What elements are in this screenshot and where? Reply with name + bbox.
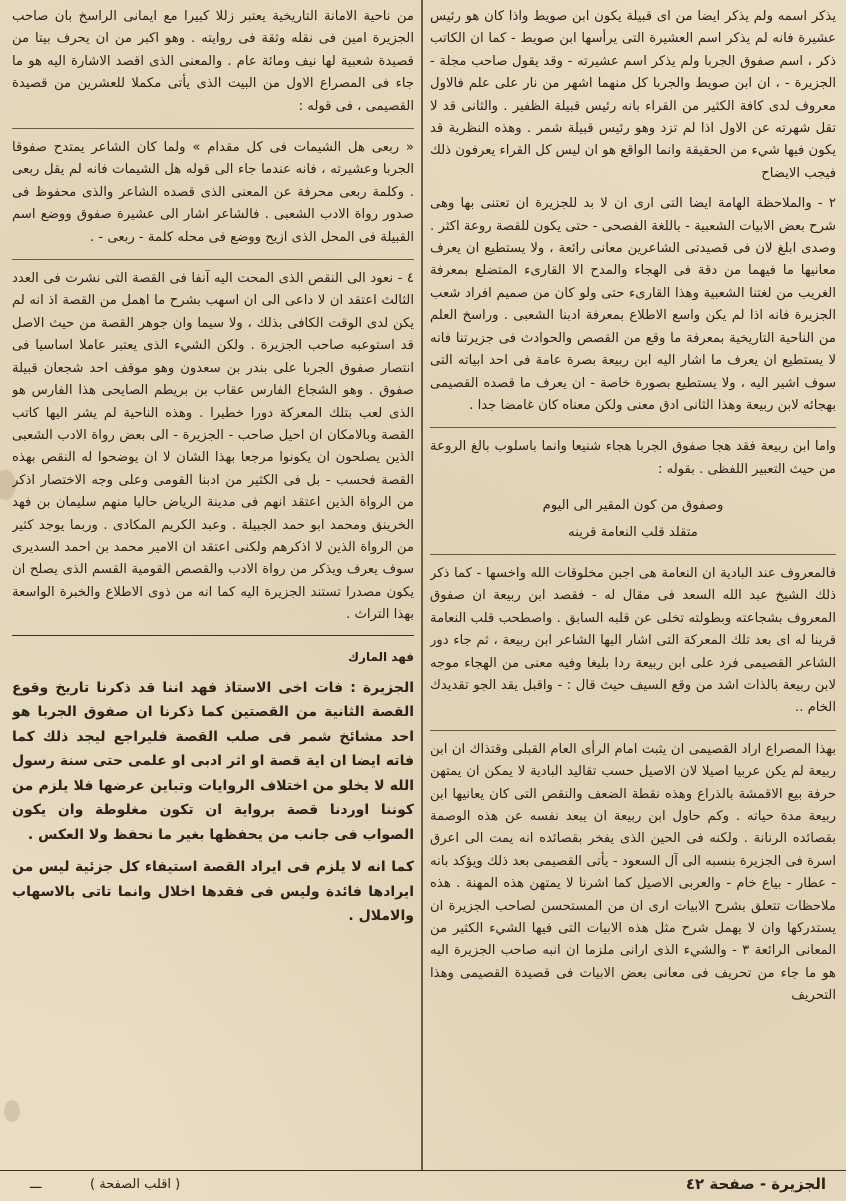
turn-page-note: ( اقلب الصفحة ) [90,1177,181,1192]
column-divider [421,0,423,1170]
editor-reply-paragraph: الجزيرة : فات اخى الاستاذ فهد اننا قد ذكرنا تاريخ وقوع القصة الثانية من القصتين كما ذكرنا ان صفوق الجربا هو احد مشائخ شمر فى صلب القصة فليراجع ليجد ذلك كما فاته ايضا ان اية قصة او اثر ادبى او علمى حتى سنة رسول الله لا يخلو من اختلاف الروايات وتباين عرضها فلا يلزم من كوننا اوردنا قصة برواية ان تكون مغلوطة وان يكون الصواب فى جانب من يحفظها بغير ما نحفظ ولا العكس . [12,679,414,843]
page-footer [0,1170,846,1201]
page-number-label: الجزيرة - صفحة ٤٢ [685,1175,826,1193]
poem-verse [430,495,836,544]
left-column [12,6,414,1156]
editor-reply-paragraph: كما انه لا يلزم فى ايراد القصة استيفاء كل جزئية ليس من ايرادها فائدة وليس فى فقدها اخلال وانما تاتى بالاسهاب والاملال . [12,859,414,925]
article-paragraph: بهذا المصراع اراد القصيمى ان يثبت امام الرأى العام القبلى وقتذاك ان ابن ربيعة لم يكن عربيا اصيلا لان الاصيل حسب تقاليد البادية لا يمكن ان يمتهن حرفة بيع الاقمشة بالذراع وهذه نقطة الضعف والنقص التى كان يعانيها ابن ربيعة مدة حياته . وكم حاول ابن ربيعة ان يبعد نفسه عن هذه الوصمة بقصائده الرنانة . ولكنه فى الحين الذى يفخر بقصائده انه يمت الى اعرق اسرة فى الجزيرة بنسبه الى آل السعود - يأتى القصيمى بعد ذلك ويؤكد بانه - عطار - بياع خام - والعربى الاصيل كما اشرنا لا يمتهن هذه المهنة . هذه ملاحظات تتعلق بشرح الابيات ارى ان من المستحسن لصاحب الجزيرة ان يستدركها وان لا يهمل شرح مثل هذه الابيات التى فيها الشيء الكثير من المعانى الرائعة ٣ - والشيء الذى ارانى ملزما ان انبه صاحب الجزيرة اليه هو ما جاء من تحريف فى معانى بعض الابيات فى قصيدة القصيمى وهذا التحريف [430,741,836,1004]
article-paragraph: ٢ - والملاحظة الهامة ايضا التى ارى ان لا بد للجزيرة ان تعتنى بها وهى شرح بعض الابيات الشعبية - باللغة الفصحى - حتى يكون للقصة روعة اكثر . وصدى ابلغ لان فى قصيدتى الشاعرين معانى رائعة ، ولا يستطيع ان يعرف معانيها ما فيهما من دقة فى الهجاء والمدح الا القارىء المتضلع بمعرفة الغريب من لغتنا الشعبية وهذا القارىء حتى ولو كان من صميم افراد شعب الجزيرة فانه اذا لم يكن واسع الاطلاع بمعرفة ادبنا الشعبى . وراسخ العلم من الناحية التاريخية بمعرفة ما وقع من القصص والحوادث فى جزيرتنا فانه لا يستطيع ان يعرف ما اشار اليه ابن ربيعة بصرة عامة فى احد ابياته التى سوف اشير اليه ، ولا يستطيع بصورة خاصة - ان يعرف ما قصده القصيمى بهجائه لابن ربيعة وهذا الثانى ادق معنى ولكن معناه كان غامضا جدا . [430,196,836,413]
section-divider [12,128,414,129]
section-divider [430,554,836,555]
article-paragraph: يذكر اسمه ولم يذكر ايضا من اى قبيلة يكون ابن صويط واذا كان هو رئيس عشيرة فانه لم يذكر اسم العشيرة التى يرأسها ابن صويط - كما ان الكاتب ذكر ، اسم صفوق الجربا ولم يذكر اسم عشيرته - وقد يقول صاحب مجلة - الجزيرة - ، ان ابن صويط والجربا كل منهما اشهر من نار على علم فالاول معروف لدى كافة الكثير من القراء بانه رئيس قبيلة الظفير . والثانى قد لا تقل شهرته عن الاول اذا لم تزد وهو رئيس قبيلة شمر . وهذه النظرية قد يكون فيها شيء من الحقيقة وانما الواقع هو ان ليس كل القراء يعرفون ذلك فيجب الايضاح [430,9,836,181]
author-signature: فهد المارك [348,649,414,664]
section-divider [430,427,836,428]
poem-line: وصفوق من كون المقير الى اليوم [542,498,724,514]
article-paragraph: واما ابن ربيعة فقد هجا صفوق الجربا هجاء شنيعا وانما باسلوب بالغ الروعة من حيث التعبير اللفظى . بقوله : [430,439,836,477]
editor-reply-box [12,635,414,929]
article-paragraph: ٤ - نعود الى النقص الذى المحت اليه آنفا فى القصة التى نشرت فى العدد الثالث اعتقد ان لا داعى الى ان اسهب بشرح ما اهمل من القصة اذ انه لم يكن لدى الوقت الكافى بذلك ، ولا سيما وان جوهر القصة من حيث الاصل قد استوعبه صاحب الجزيرة . ولكن الشيء الذى يعتبر عاملا اساسيا فى انتصار صفوق الجربا على بندر بن سعدون وهو موقف احد شجعان قبيلة صفوق . وهو الشجاع الفارس عقاب بن بريطم الصايحى هذا الفارس هو الذى لعب بتلك المعركة دورا خطيرا . وهذه الناحية لم يشر اليها كاتب القصة وبالامكان ان احيل صاحب - الجزيرة - الى بعض رواة الادب الشعبى الذين يصلحون ان يكونوا مرجعا بهذا الشان لا ان يوضحوا له النقص بهذه القصة فحسب - بل فى الكثير من ادبنا القومى وعلى وجه الاختصار اذكر من الرواة الذين اعتقد انهم فى مدينة الرياض حاليا منهم سليمان بن فهد الخرينق ومحمد ابو حمد الجبيلة . وعبد الكريم المكادى . وربما يوجد كثير من الرواة الذين لا اذكرهم ولكنى اعتقد ان الامير محمد بن احمد السديرى سوف يعرف ويذكر من رواة الادب والقصص القومية القسم الذى يصلح ان يكون مصدرا تستند الجزيرة اليه كما انه من ذوى الاطلاع والخبرة الواسعة بهذا التراث . [12,271,414,623]
section-divider [430,730,836,731]
article-paragraph: من ناحية الامانة التاريخية يعتبر زللا كبيرا مع ايمانى الراسخ بان صاحب الجزيرة امين فى نقله وثقة فى روايته . وهو اكبر من ان يحرف بيتا من قصيدة شعبية لها نيف ومائة عام . والمعنى الذى اقصد الاشارة اليه هو ما جاء فى المصراع الاول من البيت الذى يأتى مكملا للعشرين من قصيدة القصيمى ، فى قوله : [12,9,414,114]
poem-line: متقلد قلب النعامة قرينه [568,524,698,540]
article-paragraph: « ربعى هل الشيمات فى كل مقدام » ولما كان الشاعر يمتدح صفوقا الجربا وعشيرته ، فانه عندما جاء الى قوله هل الشيمات فانه لم يقل ربعى . وكلمة ربعى محرفة عن المعنى الذى قصده الشاعر والذى محفوظ فى صدور رواة الادب الشعبى . فالشاعر اشار الى عشيرة صفوق ووضع اسم القبيلة فى المحل الذى ازيح ووضع فى محله كلمة - ربعى - . [12,140,414,245]
right-column [430,6,836,1156]
article-paragraph: فالمعروف عند البادية ان النعامة هى اجبن مخلوقات الله واخسها - كما ذكر ذلك الشيخ عبد الله السعد فى مقال له - فقصد ابن ربيعة ان صفوق المعروف بشجاعته وبطولته تخلى عن قلبه السابق . واصطحب قلب النعامة قرينا له اى بعد تلك المعركة التى اشار اليها الشاعر ابن ربيعة ، ثم جاء دور الشاعر القصيمى فرد على ابن ربيعة ردا بليغا وفيه معنى من الهجاء موجه لابن ربيعة بالذات اشد من وقع السيف حيث قال : - واقبل يقد الجو تقديدك الخام .. [430,565,836,716]
section-divider [12,259,414,260]
footer-mark: ـــ [30,1177,42,1192]
